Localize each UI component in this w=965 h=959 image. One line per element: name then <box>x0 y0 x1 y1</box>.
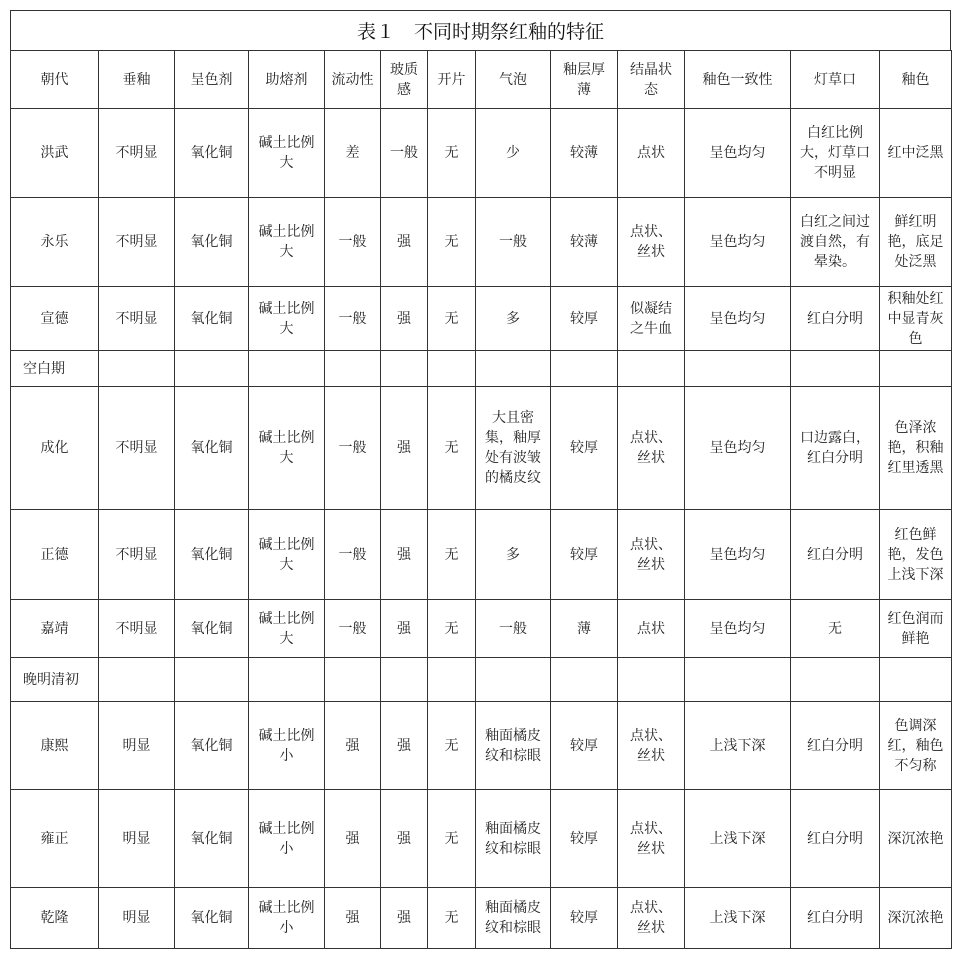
table-cell: 少 <box>476 109 551 198</box>
header-cell: 结晶状态 <box>618 51 685 109</box>
table-cell: 呈色均匀 <box>685 198 791 287</box>
table-cell: 较厚 <box>551 702 618 790</box>
table-cell: 点状、丝状 <box>618 387 685 510</box>
table-cell: 不明显 <box>99 287 175 351</box>
header-cell: 灯草口 <box>791 51 880 109</box>
table-cell: 明显 <box>99 702 175 790</box>
table-cell: 强 <box>381 387 428 510</box>
table-cell: 氧化铜 <box>175 790 249 888</box>
header-cell: 助熔剂 <box>249 51 325 109</box>
table-cell: 较厚 <box>551 888 618 949</box>
header-cell: 开片 <box>428 51 476 109</box>
table-cell: 碱土比例小 <box>249 702 325 790</box>
table-cell: 差 <box>325 109 381 198</box>
table-cell: 呈色均匀 <box>685 510 791 600</box>
table-cell: 多 <box>476 287 551 351</box>
table-cell: 碱土比例大 <box>249 510 325 600</box>
header-cell: 呈色剂 <box>175 51 249 109</box>
empty-cell <box>99 658 175 702</box>
table-cell: 薄 <box>551 600 618 658</box>
table-cell: 无 <box>791 600 880 658</box>
period-row <box>11 658 952 702</box>
header-cell: 釉色 <box>880 51 952 109</box>
table-cell: 点状、丝状 <box>618 510 685 600</box>
table-cell: 较薄 <box>551 109 618 198</box>
empty-cell <box>249 658 325 702</box>
empty-cell <box>880 658 952 702</box>
table-cell: 呈色均匀 <box>685 109 791 198</box>
dynasty-cell: 正德 <box>11 510 99 600</box>
table-cell: 红色润而鲜艳 <box>880 600 952 658</box>
empty-cell <box>381 658 428 702</box>
table-cell: 点状 <box>618 109 685 198</box>
table-cell: 碱土比例大 <box>249 287 325 351</box>
glaze-characteristics-table <box>10 50 952 949</box>
table-cell: 多 <box>476 510 551 600</box>
table-cell: 一般 <box>325 510 381 600</box>
table-cell: 上浅下深 <box>685 702 791 790</box>
table-cell: 氧化铜 <box>175 888 249 949</box>
table-cell: 强 <box>325 702 381 790</box>
header-cell: 玻质感 <box>381 51 428 109</box>
table-cell: 积釉处红中显青灰色 <box>880 287 952 351</box>
table-cell: 无 <box>428 510 476 600</box>
table-cell: 一般 <box>476 198 551 287</box>
dynasty-cell: 宣德 <box>11 287 99 351</box>
table-cell: 红白分明 <box>791 790 880 888</box>
empty-cell <box>175 351 249 387</box>
table-cell: 强 <box>381 510 428 600</box>
table-cell: 强 <box>381 287 428 351</box>
table-title: 表１ 不同时期祭红釉的特征 <box>10 10 951 50</box>
table-cell: 不明显 <box>99 387 175 510</box>
table-cell: 红白分明 <box>791 888 880 949</box>
table-body <box>11 109 952 949</box>
table-cell: 无 <box>428 287 476 351</box>
table-row <box>11 287 952 351</box>
empty-cell <box>551 658 618 702</box>
empty-cell <box>618 658 685 702</box>
empty-cell <box>685 351 791 387</box>
table-cell: 釉面橘皮纹和棕眼 <box>476 888 551 949</box>
table-cell: 氧化铜 <box>175 387 249 510</box>
table-row <box>11 702 952 790</box>
dynasty-cell: 嘉靖 <box>11 600 99 658</box>
table-cell: 深沉浓艳 <box>880 790 952 888</box>
table-cell: 碱土比例大 <box>249 198 325 287</box>
table-row <box>11 510 952 600</box>
header-cell: 朝代 <box>11 51 99 109</box>
table-cell: 点状、丝状 <box>618 198 685 287</box>
dynasty-cell: 康熙 <box>11 702 99 790</box>
header-cell: 釉层厚薄 <box>551 51 618 109</box>
table-cell: 不明显 <box>99 510 175 600</box>
empty-cell <box>175 658 249 702</box>
empty-cell <box>325 351 381 387</box>
table-container <box>10 10 951 949</box>
table-row <box>11 387 952 510</box>
table-cell: 上浅下深 <box>685 888 791 949</box>
table-cell: 色调深红，釉色不匀称 <box>880 702 952 790</box>
table-cell: 点状、丝状 <box>618 702 685 790</box>
header-cell: 气泡 <box>476 51 551 109</box>
table-cell: 碱土比例小 <box>249 888 325 949</box>
table-cell: 碱土比例大 <box>249 109 325 198</box>
empty-cell <box>791 658 880 702</box>
table-cell: 碱土比例大 <box>249 387 325 510</box>
table-row <box>11 790 952 888</box>
table-cell: 一般 <box>325 387 381 510</box>
empty-cell <box>99 351 175 387</box>
table-cell: 上浅下深 <box>685 790 791 888</box>
table-cell: 无 <box>428 387 476 510</box>
table-cell: 氧化铜 <box>175 702 249 790</box>
table-cell: 一般 <box>325 198 381 287</box>
header-cell: 流动性 <box>325 51 381 109</box>
table-cell: 红中泛黑 <box>880 109 952 198</box>
header-cell: 垂釉 <box>99 51 175 109</box>
table-cell: 氧化铜 <box>175 109 249 198</box>
empty-cell <box>551 351 618 387</box>
table-cell: 色泽浓艳，积釉红里透黑 <box>880 387 952 510</box>
table-cell: 釉面橘皮纹和棕眼 <box>476 790 551 888</box>
empty-cell <box>476 351 551 387</box>
table-cell: 强 <box>325 888 381 949</box>
table-cell: 无 <box>428 702 476 790</box>
empty-cell <box>791 351 880 387</box>
empty-cell <box>685 658 791 702</box>
table-cell: 碱土比例大 <box>249 600 325 658</box>
table-cell: 碱土比例小 <box>249 790 325 888</box>
table-cell: 白红之间过渡自然，有晕染。 <box>791 198 880 287</box>
table-cell: 不明显 <box>99 600 175 658</box>
period-label: 空白期 <box>11 351 99 387</box>
empty-cell <box>618 351 685 387</box>
table-row <box>11 888 952 949</box>
table-cell: 似凝结之牛血 <box>618 287 685 351</box>
table-cell: 一般 <box>476 600 551 658</box>
table-cell: 氧化铜 <box>175 198 249 287</box>
table-cell: 点状、丝状 <box>618 790 685 888</box>
table-cell: 红白分明 <box>791 287 880 351</box>
dynasty-cell: 洪武 <box>11 109 99 198</box>
period-label: 晚明清初 <box>11 658 99 702</box>
table-cell: 呈色均匀 <box>685 387 791 510</box>
table-cell: 无 <box>428 790 476 888</box>
dynasty-cell: 成化 <box>11 387 99 510</box>
table-cell: 一般 <box>325 287 381 351</box>
table-cell: 点状、丝状 <box>618 888 685 949</box>
table-cell: 明显 <box>99 790 175 888</box>
empty-cell <box>428 351 476 387</box>
table-cell: 白红比例大，灯草口不明显 <box>791 109 880 198</box>
table-cell: 较厚 <box>551 287 618 351</box>
table-cell: 无 <box>428 888 476 949</box>
table-cell: 不明显 <box>99 109 175 198</box>
table-cell: 氧化铜 <box>175 510 249 600</box>
table-cell: 呈色均匀 <box>685 600 791 658</box>
table-cell: 强 <box>381 600 428 658</box>
table-cell: 强 <box>381 790 428 888</box>
table-cell: 红白分明 <box>791 510 880 600</box>
table-cell: 釉面橘皮纹和棕眼 <box>476 702 551 790</box>
empty-cell <box>476 658 551 702</box>
table-cell: 强 <box>381 198 428 287</box>
header-row <box>11 51 952 109</box>
empty-cell <box>249 351 325 387</box>
header-cell: 釉色一致性 <box>685 51 791 109</box>
table-cell: 口边露白，红白分明 <box>791 387 880 510</box>
table-cell: 氧化铜 <box>175 287 249 351</box>
table-cell: 点状 <box>618 600 685 658</box>
table-cell: 无 <box>428 600 476 658</box>
table-cell: 氧化铜 <box>175 600 249 658</box>
table-cell: 较厚 <box>551 510 618 600</box>
table-row <box>11 198 952 287</box>
table-cell: 深沉浓艳 <box>880 888 952 949</box>
table-cell: 红白分明 <box>791 702 880 790</box>
table-cell: 较厚 <box>551 790 618 888</box>
table-cell: 强 <box>325 790 381 888</box>
table-cell: 强 <box>381 702 428 790</box>
dynasty-cell: 乾隆 <box>11 888 99 949</box>
table-cell: 较厚 <box>551 387 618 510</box>
table-row <box>11 109 952 198</box>
table-cell: 一般 <box>381 109 428 198</box>
table-row <box>11 600 952 658</box>
empty-cell <box>381 351 428 387</box>
table-cell: 大且密集，釉厚处有波皱的橘皮纹 <box>476 387 551 510</box>
table-cell: 较薄 <box>551 198 618 287</box>
table-cell: 红色鲜艳，发色上浅下深 <box>880 510 952 600</box>
dynasty-cell: 永乐 <box>11 198 99 287</box>
empty-cell <box>325 658 381 702</box>
table-cell: 鲜红明艳，底足处泛黑 <box>880 198 952 287</box>
table-cell: 呈色均匀 <box>685 287 791 351</box>
table-cell: 强 <box>381 888 428 949</box>
table-cell: 一般 <box>325 600 381 658</box>
empty-cell <box>880 351 952 387</box>
table-cell: 无 <box>428 109 476 198</box>
table-cell: 无 <box>428 198 476 287</box>
empty-cell <box>428 658 476 702</box>
dynasty-cell: 雍正 <box>11 790 99 888</box>
period-row <box>11 351 952 387</box>
table-cell: 不明显 <box>99 198 175 287</box>
table-cell: 明显 <box>99 888 175 949</box>
